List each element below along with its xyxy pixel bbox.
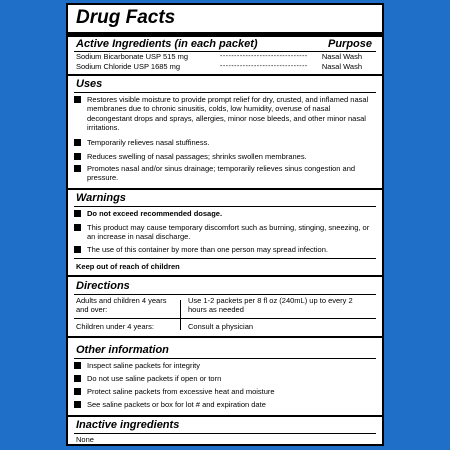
directions-row-2-who: Children under 4 years: bbox=[76, 322, 154, 331]
warnings-subrule bbox=[74, 206, 376, 207]
directions-heading: Directions bbox=[76, 280, 130, 292]
ingredient-2-purpose: Nasal Wash bbox=[321, 62, 362, 71]
inactive-ingredients-heading: Inactive ingredients bbox=[76, 419, 180, 431]
directions-row-1-who: Adults and children 4 years and over: bbox=[76, 296, 167, 315]
bullet-square-icon bbox=[74, 210, 81, 217]
bullet-square-icon bbox=[74, 139, 81, 146]
bullet-square-icon bbox=[74, 246, 81, 253]
directions-row-2-how: Consult a physician bbox=[188, 322, 254, 331]
warnings-item: This product may cause temporary discomfort such as burning, stinging, sneezing, or an increase in nasal discharge. bbox=[74, 223, 372, 243]
inactive-ingredients-text: None bbox=[76, 435, 94, 444]
directions-row-1-how: Use 1-2 packets per 8 fl oz (240mL) up to every 2 hours as needed bbox=[188, 296, 353, 315]
warnings-item: The use of this container by more than one person may spread infection. bbox=[74, 245, 372, 255]
active-section-rule bbox=[68, 74, 382, 76]
other-information-heading: Other information bbox=[76, 344, 169, 356]
keep-out-of-reach: Keep out of reach of children bbox=[76, 262, 180, 271]
uses-item: Restores visible moisture to provide prompt relief for dry, crusted, and inflamed nasal membranes due to chronic sinusitis, colds, low humidity, overuse of nasal decongestant drops and sprays, allergies, minor nose bleeds, and other minor nasal irritations. bbox=[74, 95, 372, 135]
bullet-square-icon bbox=[74, 375, 81, 382]
ingredient-1-purpose: Nasal Wash bbox=[321, 52, 362, 61]
other-info-item: Inspect saline packets for integrity bbox=[74, 361, 372, 371]
bullet-square-icon bbox=[74, 401, 81, 408]
other-info-item: Protect saline packets from excessive heat and moisture bbox=[74, 387, 372, 397]
bullet-square-icon bbox=[74, 224, 81, 231]
uses-subrule bbox=[74, 92, 376, 93]
active-ingredients-heading: Active Ingredients (in each packet) bbox=[76, 38, 258, 50]
directions-section-rule bbox=[68, 336, 382, 338]
other-info-item: Do not use saline packets if open or torn bbox=[74, 374, 372, 384]
directions-column-divider bbox=[180, 300, 181, 330]
warnings-item: Do not exceed recommended dosage. bbox=[74, 209, 372, 219]
uses-item: Promotes nasal and/or sinus drainage; temporarily relieves sinus congestion and pressure. bbox=[74, 164, 372, 184]
inactive-subrule bbox=[74, 433, 376, 434]
bullet-square-icon bbox=[74, 96, 81, 103]
other-info-subrule bbox=[74, 358, 376, 359]
other-info-section-rule bbox=[68, 415, 382, 417]
warnings-heading: Warnings bbox=[76, 192, 126, 204]
ingredient-2-leader: ------------------------------- bbox=[220, 63, 308, 70]
other-info-item: See saline packets or box for lot # and expiration date bbox=[74, 400, 372, 410]
warnings-section-rule bbox=[68, 275, 382, 277]
ingredient-2-name: Sodium Chloride USP 1685 mg bbox=[76, 62, 181, 71]
purpose-heading: Purpose bbox=[327, 38, 372, 50]
warnings-keep-rule bbox=[74, 258, 376, 259]
uses-item: Reduces swelling of nasal passages; shrinks swollen membranes. bbox=[74, 152, 372, 162]
ingredient-1-name: Sodium Bicarbonate USP 515 mg bbox=[76, 52, 189, 61]
directions-row-rule bbox=[74, 318, 376, 319]
bullet-square-icon bbox=[74, 388, 81, 395]
directions-subrule bbox=[74, 294, 376, 295]
uses-heading: Uses bbox=[76, 78, 103, 90]
drug-facts-title: Drug Facts bbox=[76, 7, 176, 28]
drug-facts-panel bbox=[66, 3, 384, 446]
title-rule bbox=[68, 32, 382, 37]
bullet-square-icon bbox=[74, 362, 81, 369]
ingredient-1-leader: ------------------------------- bbox=[220, 53, 308, 60]
bullet-square-icon bbox=[74, 165, 81, 172]
uses-section-rule bbox=[68, 188, 382, 190]
uses-item: Temporarily relieves nasal stuffiness. bbox=[74, 138, 372, 148]
bullet-square-icon bbox=[74, 153, 81, 160]
